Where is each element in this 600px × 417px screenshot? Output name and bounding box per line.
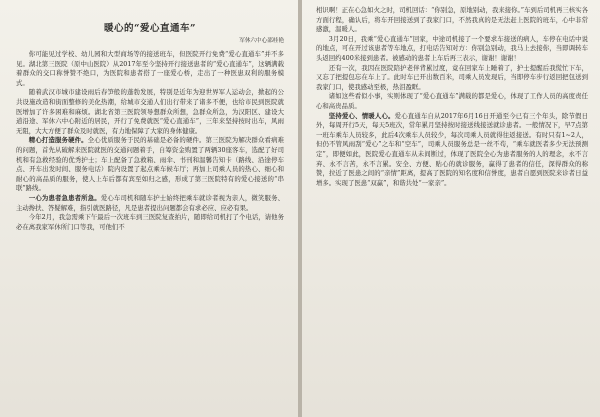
article-title: 暖心的“爱心直通车” <box>104 23 196 34</box>
paragraph <box>316 6 588 35</box>
paragraph <box>316 64 588 93</box>
paragraph-text: 你可能见过学校、幼儿园和大型商场等的接送班车，但医院开行免费“爱心直通车”并不多见。湖北第三医院（原中山医院）从2017年至今坚持开行接送患者的“爱心直通车”，这辆满载着群众的交口称誉赞不绝口，为医院和患者搭了一座爱心桥，走出了一种医患双利的服务模式。 <box>16 50 284 87</box>
paragraph-lead: 精心打造服务硬件。 <box>28 136 88 145</box>
paragraph-text: 爱心车司机和随车护士始终把乘车就诊者视为亲人，微笑服务、主动搀扶、答疑解难，指引就医路径，凡是患者提出问题都会有求必应、应必有果。 <box>16 193 285 212</box>
paragraph-text: 随着武汉市城市建设雨后春笋般的蓬勃发展，特别是近年为迎世界军人运动会，掀起的公共设施改造和街面整修的美化热潮，给城市交通人们出行带来了诸多不便，也给市民到医院就医增加了许多困难和麻烦。湖北省第三医院领导想群众所想，急群众所急，为汉阳区、建设大道沿途、军休六中心附近的居民，开行了免费就医“爱心直通车”，三年来坚持按时出车，风雨无阻，大大方便了群众及时就医，有力地保障了大家的身体健康。 <box>16 88 284 135</box>
paragraph-text: 全心优质服务于民的基础是必备的硬件。第三医院为解决群众看病难的问题，首先从破解来医院就医的交通问题着手，自筹资金购置了两辆30座客车，选配了好司机和有急救经验的优秀护士；车上配备了急救箱、雨伞、书刊和温馨告知卡（路线、沿途停车点、开车出发时间、服务电话）院内设置了起点乘车候车厅；再加上司乘人员的热心、细心和耐心的高品质的服务，使人上车后都有宾至如归之感，形成了第三医院特有的爱心接送的“串联”路线。 <box>16 136 285 193</box>
paragraph-text: 3月20日，我乘“爱心直通车”回家，中途司机接了一个要求车接送的病人，车停在电话中说的地点，可在开过该患者等车地点，打电话告知对方：你别急别动，我马上去接你，当即调转车头返回约400米接到患者。被感动的患者上车后再三表示，谢谢！谢谢！ <box>316 34 588 62</box>
paragraph <box>16 194 284 213</box>
paragraph <box>16 88 284 136</box>
paragraph-text: 诸如这些看似小事，实则体现了“爱心直通车”满载的都是爱心，体现了工作人员的高度责任心和高贵品质。 <box>316 92 588 110</box>
paragraph <box>16 50 284 88</box>
paragraph <box>316 112 588 189</box>
paragraph-lead: 一心为患者急患者所急。 <box>28 193 101 202</box>
right-page-body <box>316 6 588 188</box>
paragraph <box>316 92 588 111</box>
article-byline: 军休六中心邵桂艳 <box>239 38 284 44</box>
left-page <box>0 0 298 417</box>
paragraph-text: 爱心直通车自从2017年6月16日开通至今已有三个年头，除节假日外，每周开行5天，每天5班次，常年累月坚持按时接送线接送就诊患者。一般情况下，早7点第一班车乘车人员较多，此后4次乘车人员较少，每次司乘人员就得往返接送。有时只有1~2人，但仍不管风雨刮“爱心”之车和“空车”，司乘人员服务总是一丝不苟，“乘车就医者多少无法预测定”，即便如此，医院爱心直通车从未间断过，体现了医院全心为患者服务的人的理念，永不言弃、永不言苦，永不言累。安全、方便、贴心的就诊服务，赢得了患者的信任，深得群众的称赞，拉近了医患之间的“亲情”距离，提高了医院的知名度和信誉度，患者自愿到医院来诊者日益增多。实现了医患“双赢”，和谐共处“一家亲”。 <box>316 111 589 187</box>
right-page <box>302 0 600 417</box>
left-page-body <box>16 50 284 232</box>
paragraph-text: 相识啊！正在心急如火之时，司机回话：“你别急，原地别动，我来接你。”车到后司机再三核实各方面行程，确认后，将车开回接送到了我家门口，不然我真的是无法赶上医院的班车，心中非常感激，温暖人。 <box>316 6 588 34</box>
paragraph-text: 今年2月，我急需乘下午最后一次班车到三医院复查拍片，随即给司机打了个电话，请他务必在离我家军休所门口等我，可他们不 <box>16 213 284 231</box>
paragraph <box>316 35 588 64</box>
paragraph <box>16 213 284 232</box>
paragraph-text: 还有一次，我因在医院陪护老伴背累过度，竟在回家车上睡着了，护士提醒后我慌忙下车，又忘了把提包忘在车上了。此时车已开出数百米，司乘人员发现后，当即停车步行返回把包送到我家门口，使我感动至极，热泪盈眶。 <box>316 63 588 91</box>
paragraph <box>16 136 284 194</box>
paragraph-lead: 坚持爱心、情暖人心。 <box>328 111 395 120</box>
